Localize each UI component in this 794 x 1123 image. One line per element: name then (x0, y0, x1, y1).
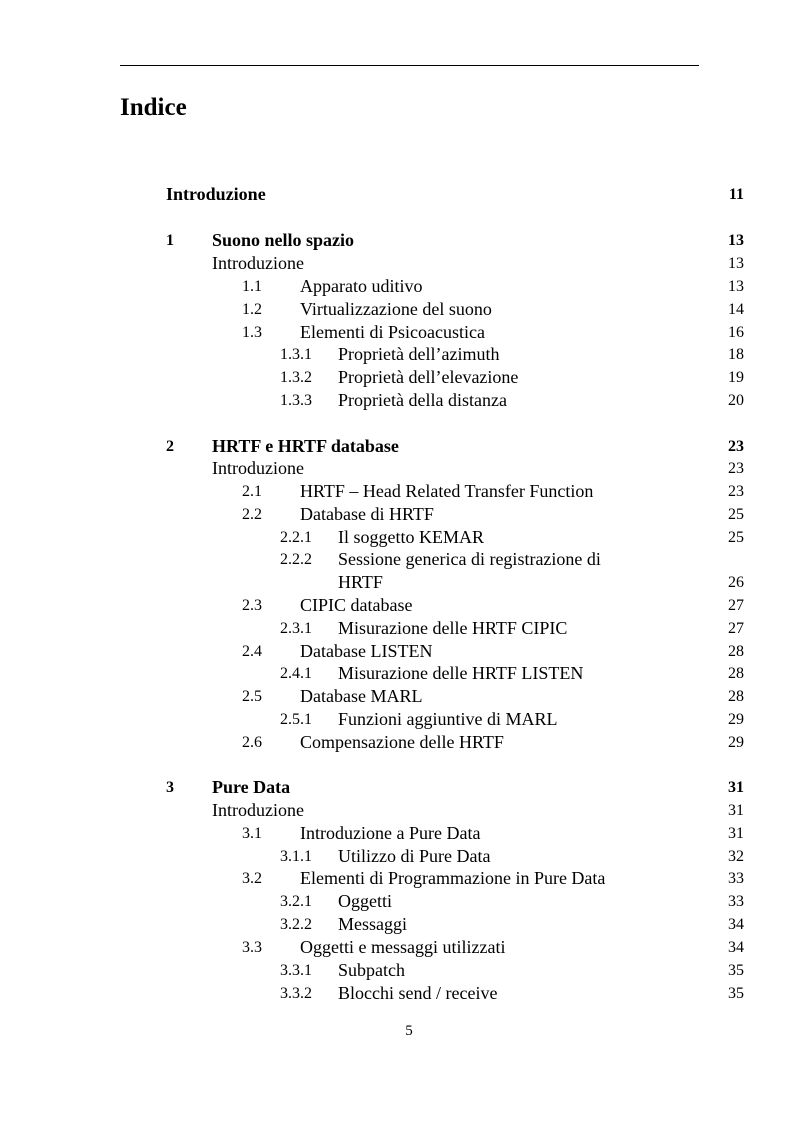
toc-page: 34 (728, 916, 744, 933)
toc-label: Misurazione delle HRTF LISTEN (338, 663, 584, 683)
toc-label: CIPIC database (300, 595, 413, 615)
toc-label: Funzioni aggiuntive di MARL (338, 709, 558, 729)
toc-number: 3.3.2 (280, 985, 312, 1002)
toc-page: 35 (728, 962, 744, 979)
toc-entry-introduzione[interactable] (0, 183, 794, 206)
toc-label: Elementi di Psicoacustica (300, 322, 485, 342)
toc-number: 1 (166, 232, 174, 249)
toc-number: 2.2.1 (280, 529, 312, 546)
toc-label: Introduzione a Pure Data (300, 823, 481, 843)
toc-label: Introduzione (166, 184, 266, 204)
toc-entry[interactable] (0, 867, 794, 890)
toc-entry[interactable] (0, 640, 794, 663)
toc-label: Oggetti (338, 891, 392, 911)
toc-page: 32 (728, 848, 744, 865)
toc-label: Virtualizzazione del suono (300, 299, 492, 319)
toc-entry[interactable] (0, 617, 794, 640)
toc-number: 1.3.1 (280, 346, 312, 363)
header-rule (120, 65, 699, 66)
toc-page: 34 (728, 939, 744, 956)
toc-label: Compensazione delle HRTF (300, 732, 504, 752)
toc-page: 18 (728, 346, 744, 363)
toc-page: 31 (728, 779, 744, 796)
toc-page: 11 (728, 186, 744, 203)
toc-page: 20 (728, 392, 744, 409)
toc-label: Proprietà dell’azimuth (338, 344, 500, 364)
page-title: Indice (120, 94, 187, 121)
toc-page: 23 (728, 483, 744, 500)
toc-page: 28 (728, 665, 744, 682)
toc-label: Subpatch (338, 960, 405, 980)
toc-number: 3.1 (242, 825, 262, 842)
toc-page: 23 (728, 460, 744, 477)
toc-entry[interactable] (0, 936, 794, 959)
toc-number: 2.5.1 (280, 711, 312, 728)
toc-page: 23 (728, 438, 744, 455)
toc-page: 13 (728, 278, 744, 295)
toc-label: Pure Data (212, 777, 291, 797)
toc-page: 31 (728, 825, 744, 842)
toc-number: 3.3 (242, 939, 262, 956)
toc-number: 2.3 (242, 597, 262, 614)
toc-number: 3.2 (242, 870, 262, 887)
toc-entry[interactable] (0, 366, 794, 389)
toc-label: Database MARL (300, 686, 423, 706)
page-number: 5 (405, 1023, 413, 1039)
toc-number: 1.3 (242, 324, 262, 341)
toc-label: Database LISTEN (300, 641, 433, 661)
toc-entry-continuation[interactable] (0, 571, 794, 594)
toc-entry[interactable] (0, 343, 794, 366)
toc-label: Sessione generica di registrazione di (338, 549, 601, 569)
toc-entry[interactable] (0, 890, 794, 913)
toc-number: 1.3.2 (280, 369, 312, 386)
toc-page: 16 (728, 324, 744, 341)
toc-entry[interactable] (0, 959, 794, 982)
toc-entry[interactable] (0, 799, 794, 822)
toc-number: 3.3.1 (280, 962, 312, 979)
toc-number: 2.4 (242, 643, 262, 660)
toc-number: 3.2.2 (280, 916, 312, 933)
toc-label: Elementi di Programmazione in Pure Data (300, 868, 606, 888)
toc-label: Proprietà della distanza (338, 390, 507, 410)
toc-entry[interactable] (0, 708, 794, 731)
toc-page: 19 (728, 369, 744, 386)
toc-label: Misurazione delle HRTF CIPIC (338, 618, 568, 638)
toc-page: 31 (728, 802, 744, 819)
toc-entry[interactable] (0, 252, 794, 275)
toc-number: 2.1 (242, 483, 262, 500)
toc-page: 26 (728, 574, 744, 591)
toc-label: Utilizzo di Pure Data (338, 846, 491, 866)
toc-entry[interactable] (0, 298, 794, 321)
toc-page: 28 (728, 643, 744, 660)
toc-number: 1.1 (242, 278, 262, 295)
toc-entry[interactable] (0, 321, 794, 344)
toc-entry[interactable] (0, 822, 794, 845)
toc-number: 1.3.3 (280, 392, 312, 409)
toc-chapter-3[interactable] (0, 776, 794, 799)
toc-page: 13 (728, 255, 744, 272)
toc-entry[interactable] (0, 275, 794, 298)
toc-number: 2.5 (242, 688, 262, 705)
toc-label: Il soggetto KEMAR (338, 527, 484, 547)
toc-entry[interactable] (0, 731, 794, 754)
toc-entry[interactable] (0, 480, 794, 503)
toc-number: 3.2.1 (280, 893, 312, 910)
toc-page: 25 (728, 529, 744, 546)
toc-page: 28 (728, 688, 744, 705)
toc-entry[interactable] (0, 662, 794, 685)
toc-chapter-1[interactable] (0, 229, 794, 252)
toc-label: Messaggi (338, 914, 407, 934)
toc-page: 33 (728, 893, 744, 910)
toc-number: 2 (166, 438, 174, 455)
toc-page: 35 (728, 985, 744, 1002)
toc-number: 3.1.1 (280, 848, 312, 865)
toc-page: 33 (728, 870, 744, 887)
toc-entry[interactable] (0, 526, 794, 549)
toc-number: 2.3.1 (280, 620, 312, 637)
toc-number: 2.4.1 (280, 665, 312, 682)
toc-entry[interactable] (0, 548, 794, 571)
toc-page: 25 (728, 506, 744, 523)
toc-label: Apparato uditivo (300, 276, 423, 296)
toc-page: 29 (728, 711, 744, 728)
toc-entry[interactable] (0, 685, 794, 708)
toc-label: HRTF (338, 572, 383, 592)
toc-number: 1.2 (242, 301, 262, 318)
toc-number: 2.2 (242, 506, 262, 523)
toc-label: HRTF – Head Related Transfer Function (300, 481, 594, 501)
toc-label: Suono nello spazio (212, 230, 355, 250)
toc-entry[interactable] (0, 457, 794, 480)
toc-label: Introduzione (212, 458, 304, 478)
toc-label: HRTF e HRTF database (212, 436, 399, 456)
toc-number: 2.6 (242, 734, 262, 751)
toc-number: 2.2.2 (280, 551, 312, 568)
toc-entry[interactable] (0, 594, 794, 617)
toc-page: 27 (728, 620, 744, 637)
toc-entry[interactable] (0, 845, 794, 868)
toc-entry[interactable] (0, 913, 794, 936)
toc-page: 14 (728, 301, 744, 318)
toc-chapter-2[interactable] (0, 435, 794, 458)
toc-label: Oggetti e messaggi utilizzati (300, 937, 506, 957)
toc-page: 13 (728, 232, 744, 249)
toc-number: 3 (166, 779, 174, 796)
toc-entry[interactable] (0, 389, 794, 412)
toc-label: Proprietà dell’elevazione (338, 367, 519, 387)
toc-label: Introduzione (212, 253, 304, 273)
toc-label: Database di HRTF (300, 504, 434, 524)
toc-entry[interactable] (0, 503, 794, 526)
toc-label: Blocchi send / receive (338, 983, 498, 1003)
toc-page: 29 (728, 734, 744, 751)
toc-label: Introduzione (212, 800, 304, 820)
toc-page: 27 (728, 597, 744, 614)
toc-entry[interactable] (0, 982, 794, 1005)
